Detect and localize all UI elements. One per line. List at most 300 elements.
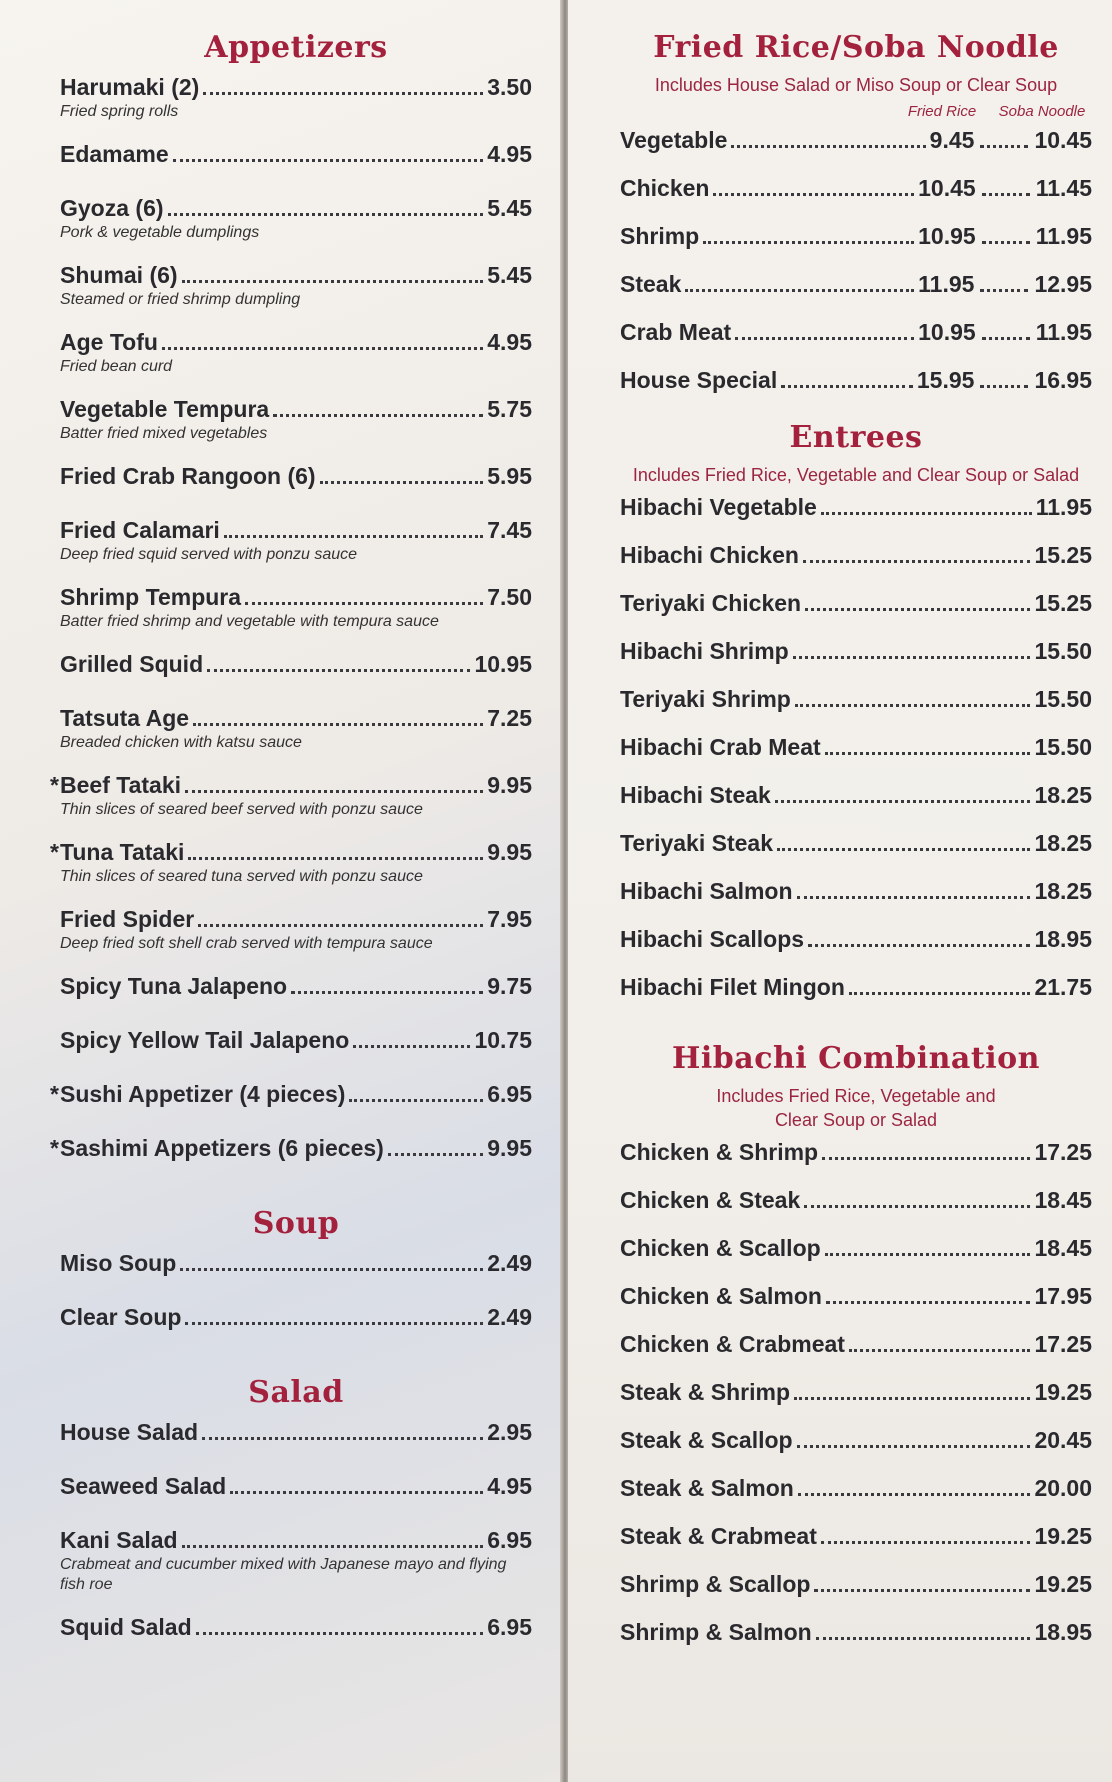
menu-item: [60, 328, 532, 377]
menu-item-name-text: Chicken & Salmon: [620, 1283, 822, 1309]
menu-item-row: [60, 972, 532, 1000]
menu-item-row: [620, 1474, 1092, 1502]
menu-item: [620, 589, 1092, 617]
menu-item-name-text: Shrimp & Salmon: [620, 1619, 812, 1645]
menu-item-name: [60, 194, 164, 222]
menu-item-name: [620, 1330, 845, 1358]
menu-item-price: 18.25: [1034, 782, 1092, 808]
menu-item-price: 15.50: [1034, 638, 1092, 664]
menu-item-name: [620, 1522, 817, 1550]
dot-leader: [196, 1632, 484, 1635]
menu-item-name: [620, 589, 801, 617]
menu-item: [60, 1303, 532, 1331]
menu-item: [620, 1282, 1092, 1310]
menu-item-description: Pork & vegetable dumplings: [60, 224, 260, 241]
menu-item-name: [620, 925, 804, 953]
menu-item-row: [620, 1186, 1092, 1214]
fried-rice-note: Includes House Salad or Miso Soup or Clear Soup: [654, 75, 1058, 95]
menu-item-name-text: Sashimi Appetizers (6 pieces): [60, 1135, 384, 1161]
fried-rice-price: 10.95: [918, 319, 976, 345]
menu-item-row: [620, 925, 1092, 953]
menu-item-name-text: Hibachi Vegetable: [620, 494, 817, 520]
menu-item-row: [60, 1249, 532, 1277]
menu-item-price: 7.95: [487, 906, 532, 932]
dot-leader: [803, 560, 1031, 563]
menu-item-row: [620, 973, 1092, 1001]
menu-item-row: [50, 1080, 532, 1108]
menu-right-page: [568, 0, 1112, 1782]
entrees-title: Entrees: [789, 420, 923, 455]
menu-item-name: [620, 1186, 800, 1214]
dot-leader: [781, 385, 913, 388]
menu-item-name-text: Hibachi Crab Meat: [620, 734, 821, 760]
menu-item-name: [620, 1378, 790, 1406]
menu-item-name-text: Harumaki (2): [60, 74, 200, 100]
menu-item: [620, 685, 1092, 713]
menu-item-row: [620, 733, 1092, 761]
menu-item-price: 17.95: [1034, 1283, 1092, 1309]
menu-item-name-text: Fried Crab Rangoon (6): [60, 463, 316, 489]
fried-rice-title: Fried Rice/Soba Noodle: [653, 30, 1059, 65]
menu-item-row: [620, 1618, 1092, 1646]
menu-item-description: Batter fried mixed vegetables: [60, 425, 268, 442]
menu-item-price: 18.25: [1034, 878, 1092, 904]
menu-item-row: [620, 1426, 1092, 1454]
menu-item-name: [620, 1570, 810, 1598]
menu-item-row: [620, 637, 1092, 665]
menu-item-row: [60, 261, 532, 289]
menu-item-name-text: Teriyaki Steak: [620, 830, 774, 856]
dot-leader: [808, 944, 1030, 947]
menu-item: [620, 1330, 1092, 1358]
soba-noodle-price: 16.95: [1034, 367, 1092, 393]
menu-item-name-text: Squid Salad: [60, 1614, 192, 1640]
menu-item-name: [60, 1613, 192, 1641]
menu-item-name-text: Steak & Shrimp: [620, 1379, 790, 1405]
menu-item: [60, 905, 532, 954]
menu-item-name-text: Steak & Salmon: [620, 1475, 794, 1501]
menu-item-name: [620, 1138, 818, 1166]
fried-rice-column-label: Fried Rice: [907, 103, 977, 120]
menu-item: [50, 1134, 532, 1162]
dot-leader: [982, 193, 1030, 196]
menu-item-name-text: Hibachi Filet Mingon: [620, 974, 845, 1000]
menu-item-name: [60, 704, 189, 732]
fried-rice-price: 15.95: [916, 367, 975, 393]
menu-item-name: [60, 1026, 349, 1054]
menu-item: [60, 972, 532, 1000]
menu-item-name: [50, 771, 182, 799]
appetizers-title: Appetizers: [204, 30, 388, 65]
dot-leader: [816, 1637, 1031, 1640]
menu-item-description: Thin slices of seared beef served with ponzu sauce: [60, 801, 423, 818]
menu-item-name: [50, 1134, 384, 1162]
menu-item-row: [620, 222, 1092, 250]
dot-leader: [203, 92, 483, 95]
dot-leader: [349, 1099, 483, 1102]
menu-item-price: 21.75: [1034, 974, 1092, 1000]
menu-item-price: 18.45: [1034, 1187, 1092, 1213]
menu-item: [620, 877, 1092, 905]
menu-item: [620, 637, 1092, 665]
menu-item-row: [50, 1134, 532, 1162]
dot-leader: [182, 1545, 484, 1548]
menu-item-name: [60, 395, 269, 423]
menu-item: [620, 973, 1092, 1001]
menu-item-name-text: Chicken & Shrimp: [620, 1139, 819, 1165]
menu-item-name: [60, 1303, 181, 1331]
menu-item-description: Steamed or fried shrimp dumpling: [60, 291, 301, 308]
menu-item-price: 6.95: [487, 1527, 532, 1553]
menu-item: [60, 1249, 532, 1277]
salad-title: Salad: [248, 1375, 344, 1410]
menu-item-description: Deep fried soft shell crab served with tempura sauce: [60, 935, 433, 952]
menu-item-name: [60, 972, 287, 1000]
combination-note-line1: Includes Fried Rice, Vegetable and: [716, 1086, 996, 1106]
menu-item-description: Fried spring rolls: [60, 103, 179, 120]
menu-item-row: [620, 1282, 1092, 1310]
menu-item-name: [620, 1618, 812, 1646]
menu-item-name: [620, 1474, 794, 1502]
menu-item: [50, 1080, 532, 1108]
dot-leader: [825, 752, 1031, 755]
dot-leader: [797, 896, 1031, 899]
dot-leader: [224, 535, 483, 538]
menu-item-name: Shrimp: [620, 223, 700, 249]
fried-rice-list: [620, 126, 1092, 394]
menu-item-price: 2.49: [487, 1250, 532, 1276]
menu-item-name-text: Hibachi Chicken: [620, 542, 799, 568]
menu-item-price: 15.50: [1034, 734, 1092, 760]
menu-item-name-text: Teriyaki Shrimp: [620, 686, 791, 712]
menu-item-row: [620, 318, 1092, 346]
menu-item-row: [620, 1330, 1092, 1358]
menu-item: [620, 126, 1092, 154]
menu-item-name-text: Seaweed Salad: [60, 1473, 227, 1499]
menu-item: [50, 771, 532, 820]
menu-item-name-text: Fried Calamari: [60, 517, 220, 543]
combination-list: [620, 1138, 1092, 1646]
menu-item-name-text: Vegetable Tempura: [60, 396, 270, 422]
menu-item-name: [620, 973, 845, 1001]
menu-item: [60, 73, 532, 122]
soba-noodle-price: 12.95: [1034, 271, 1092, 297]
menu-item-price: 9.95: [487, 839, 532, 865]
menu-item: [60, 516, 532, 565]
fried-rice-price: 10.45: [918, 175, 976, 201]
menu-item-name: [60, 1418, 198, 1446]
menu-item: [60, 395, 532, 444]
menu-item-name: Vegetable: [620, 127, 728, 153]
menu-item-name: [620, 829, 773, 857]
menu-item-price: 4.95: [487, 141, 532, 167]
menu-item-name: [60, 73, 199, 101]
menu-item-name-text: Teriyaki Chicken: [620, 590, 802, 616]
dot-leader: [775, 800, 1031, 803]
menu-item-row: [620, 829, 1092, 857]
dot-leader: [805, 608, 1030, 611]
fried-rice-column-headers: [620, 103, 1092, 120]
dot-leader: [793, 656, 1031, 659]
menu-item: [60, 1418, 532, 1446]
soba-noodle-price: 11.95: [1035, 319, 1092, 345]
menu-item-row: [60, 516, 532, 544]
menu-item: [60, 462, 532, 490]
dot-leader: [804, 1205, 1030, 1208]
menu-item: [60, 583, 532, 632]
menu-item-name: [60, 261, 178, 289]
dot-leader: [795, 704, 1031, 707]
salad-list: [60, 1418, 532, 1641]
dot-leader: [173, 159, 484, 162]
menu-item: [60, 140, 532, 168]
menu-item: [620, 1138, 1092, 1166]
menu-item-name: [620, 541, 799, 569]
menu-item-name-text: Tuna Tataki: [60, 839, 185, 865]
dot-leader: [202, 1437, 483, 1440]
menu-item-name: [620, 733, 821, 761]
soba-noodle-price: 11.95: [1035, 223, 1092, 249]
dot-leader: [822, 1157, 1030, 1160]
signature-marker: *: [50, 839, 59, 865]
menu-item-price: 20.45: [1034, 1427, 1092, 1453]
dot-leader: [245, 602, 483, 605]
menu-item: [60, 194, 532, 243]
menu-item-name: [50, 1080, 346, 1108]
menu-item: [620, 541, 1092, 569]
menu-item-row: [60, 650, 532, 678]
menu-item-price: 4.95: [487, 329, 532, 355]
menu-item-name: [60, 905, 194, 933]
menu-item-row: [60, 704, 532, 732]
menu-item-name: Crab Meat: [620, 319, 732, 345]
soup-title: Soup: [252, 1206, 340, 1241]
menu-item: [620, 1618, 1092, 1646]
menu-item-name-text: Miso Soup: [60, 1250, 177, 1276]
dot-leader: [182, 280, 484, 283]
menu-item-name-text: Fried Spider: [60, 906, 195, 932]
menu-item-name: House Special: [620, 367, 778, 393]
menu-item-price: 4.95: [487, 1473, 532, 1499]
menu-item-price: 9.75: [487, 973, 532, 999]
menu-item: [620, 222, 1092, 250]
menu-item-name-text: Chicken & Crabmeat: [620, 1331, 845, 1357]
fried-rice-price: 11.95: [918, 271, 975, 297]
dot-leader: [388, 1153, 483, 1156]
menu-item-row: [60, 1418, 532, 1446]
menu-item-name: [620, 493, 817, 521]
fried-rice-price: 9.45: [929, 127, 975, 153]
menu-item-price: 18.95: [1034, 926, 1092, 952]
menu-item-name: [60, 1472, 226, 1500]
menu-item-row: [50, 838, 532, 866]
menu-item-description: Fried bean curd: [60, 358, 173, 375]
menu-item-description: Thin slices of seared tuna served with ponzu sauce: [60, 868, 423, 885]
combination-note-line2: Clear Soup or Salad: [774, 1110, 938, 1130]
menu-item-price: 18.25: [1034, 830, 1092, 856]
dot-leader: [982, 337, 1030, 340]
menu-item: [60, 261, 532, 310]
menu-item-name-text: House Salad: [60, 1419, 199, 1445]
menu-item: [620, 366, 1092, 394]
menu-item-name: [620, 877, 793, 905]
menu-item-row: [50, 771, 532, 799]
menu-item-name: [60, 650, 203, 678]
menu-item-name: [50, 838, 185, 866]
menu-item-row: [620, 1570, 1092, 1598]
menu-item: [620, 1426, 1092, 1454]
menu-item-row: [60, 194, 532, 222]
menu-item-row: [620, 1234, 1092, 1262]
menu-item-price: 20.00: [1034, 1475, 1092, 1501]
menu-item-row: [620, 270, 1092, 298]
menu-item-price: 11.95: [1035, 494, 1092, 520]
menu-item: [60, 704, 532, 753]
menu-item: [60, 1472, 532, 1500]
dot-leader: [320, 481, 484, 484]
dot-leader: [188, 857, 483, 860]
menu-item-row: [60, 1526, 532, 1554]
menu-item-name-text: Spicy Yellow Tail Jalapeno: [60, 1027, 350, 1053]
menu-item-description: Deep fried squid served with ponzu sauce: [60, 546, 358, 563]
menu-item-row: [60, 140, 532, 168]
menu-item-name-text: Shrimp Tempura: [60, 584, 242, 610]
menu-item-name: [620, 1426, 793, 1454]
menu-item-name-text: Age Tofu: [60, 329, 158, 355]
menu-item-name-text: Shumai (6): [60, 262, 178, 288]
menu-item-description: Batter fried shrimp and vegetable with tempura sauce: [60, 613, 439, 630]
dot-leader: [168, 213, 484, 216]
menu-item-name-text: Shrimp & Scallop: [620, 1571, 811, 1597]
dot-leader: [821, 512, 1032, 515]
dot-leader: [980, 289, 1028, 292]
menu-item-price: 19.25: [1034, 1523, 1092, 1549]
menu-item-row: [620, 541, 1092, 569]
dot-leader: [980, 385, 1028, 388]
dot-leader: [273, 414, 483, 417]
dot-leader: [794, 1397, 1030, 1400]
dot-leader: [982, 241, 1030, 244]
menu-item-row: [60, 583, 532, 611]
dot-leader: [703, 241, 914, 244]
dot-leader: [685, 289, 914, 292]
soba-noodle-price: 10.45: [1034, 127, 1092, 153]
dot-leader: [821, 1541, 1031, 1544]
combination-title: Hibachi Combination: [672, 1041, 1040, 1076]
dot-leader: [849, 1349, 1030, 1352]
menu-item-name: [60, 1249, 176, 1277]
menu-item-name-text: Chicken & Scallop: [620, 1235, 821, 1261]
menu-item: [620, 1234, 1092, 1262]
signature-marker: *: [50, 1081, 59, 1107]
menu-item-name: [620, 1282, 822, 1310]
menu-item-price: 18.95: [1034, 1619, 1092, 1645]
entrees-list: [620, 493, 1092, 1001]
menu-item: [620, 1378, 1092, 1406]
menu-item-name: Chicken: [620, 175, 710, 201]
menu-item-price: 19.25: [1034, 1571, 1092, 1597]
soba-noodle-price: 11.45: [1035, 175, 1092, 201]
menu-item: [620, 1474, 1092, 1502]
menu-item-price: 5.75: [487, 396, 532, 422]
dot-leader: [980, 145, 1028, 148]
dot-leader: [162, 347, 483, 350]
dot-leader: [814, 1589, 1030, 1592]
dot-leader: [731, 145, 925, 148]
menu-item-name-text: Hibachi Shrimp: [620, 638, 789, 664]
dot-leader: [198, 924, 483, 927]
menu-item-name-text: Hibachi Scallops: [620, 926, 805, 952]
menu-item-price: 15.25: [1034, 542, 1092, 568]
menu-item-price: 19.25: [1034, 1379, 1092, 1405]
menu-item: [620, 270, 1092, 298]
menu-item-price: 15.25: [1034, 590, 1092, 616]
dot-leader: [825, 1253, 1031, 1256]
menu-item-price: 2.95: [487, 1419, 532, 1445]
dot-leader: [849, 992, 1031, 995]
menu-item: [620, 1186, 1092, 1214]
menu-item-price: 5.45: [487, 195, 532, 221]
menu-item-name: [60, 583, 241, 611]
dot-leader: [735, 337, 914, 340]
menu-item-price: 10.95: [474, 651, 532, 677]
menu-item-name-text: Tatsuta Age: [60, 705, 190, 731]
menu-item-price: 7.45: [487, 517, 532, 543]
soba-noodle-column-label: Soba Noodle: [998, 103, 1086, 120]
menu-item: [620, 781, 1092, 809]
menu-item-name-text: Hibachi Steak: [620, 782, 771, 808]
soup-list: [60, 1249, 532, 1331]
menu-item-row: [620, 1378, 1092, 1406]
menu-item-name: [620, 637, 789, 665]
menu-item-row: [60, 328, 532, 356]
menu-item-name: [60, 1526, 178, 1554]
signature-marker: *: [50, 1135, 59, 1161]
menu-item-row: [620, 685, 1092, 713]
menu-item-name: [60, 516, 220, 544]
menu-item-name-text: Chicken & Steak: [620, 1187, 801, 1213]
menu-item-row: [620, 493, 1092, 521]
menu-item: [620, 1570, 1092, 1598]
menu-item-row: [620, 589, 1092, 617]
menu-item-name-text: Steak & Scallop: [620, 1427, 793, 1453]
menu-item: [620, 1522, 1092, 1550]
menu-item-row: [60, 1472, 532, 1500]
menu-item-price: 7.25: [487, 705, 532, 731]
dot-leader: [185, 1322, 483, 1325]
menu-item: [60, 1526, 532, 1595]
menu-item-name-text: Kani Salad: [60, 1527, 178, 1553]
menu-item-name-text: Hibachi Salmon: [620, 878, 793, 904]
menu-item-price: 3.50: [487, 74, 532, 100]
menu-item-name-text: Grilled Squid: [60, 651, 204, 677]
menu-item-name-text: Clear Soup: [60, 1304, 182, 1330]
menu-item-price: 10.75: [474, 1027, 532, 1053]
menu-item-row: [60, 73, 532, 101]
menu-item: [50, 838, 532, 887]
menu-item: [620, 733, 1092, 761]
menu-item-row: [60, 1613, 532, 1641]
menu-item-price: 6.95: [487, 1081, 532, 1107]
menu-item-name-text: Steak & Crabmeat: [620, 1523, 817, 1549]
menu-item-price: 17.25: [1034, 1139, 1092, 1165]
menu-item-row: [60, 395, 532, 423]
menu-item-row: [60, 462, 532, 490]
menu-item-name: [60, 462, 316, 490]
menu-item-name: [620, 781, 771, 809]
dot-leader: [798, 1493, 1031, 1496]
menu-item-name-text: Gyoza (6): [60, 195, 164, 221]
